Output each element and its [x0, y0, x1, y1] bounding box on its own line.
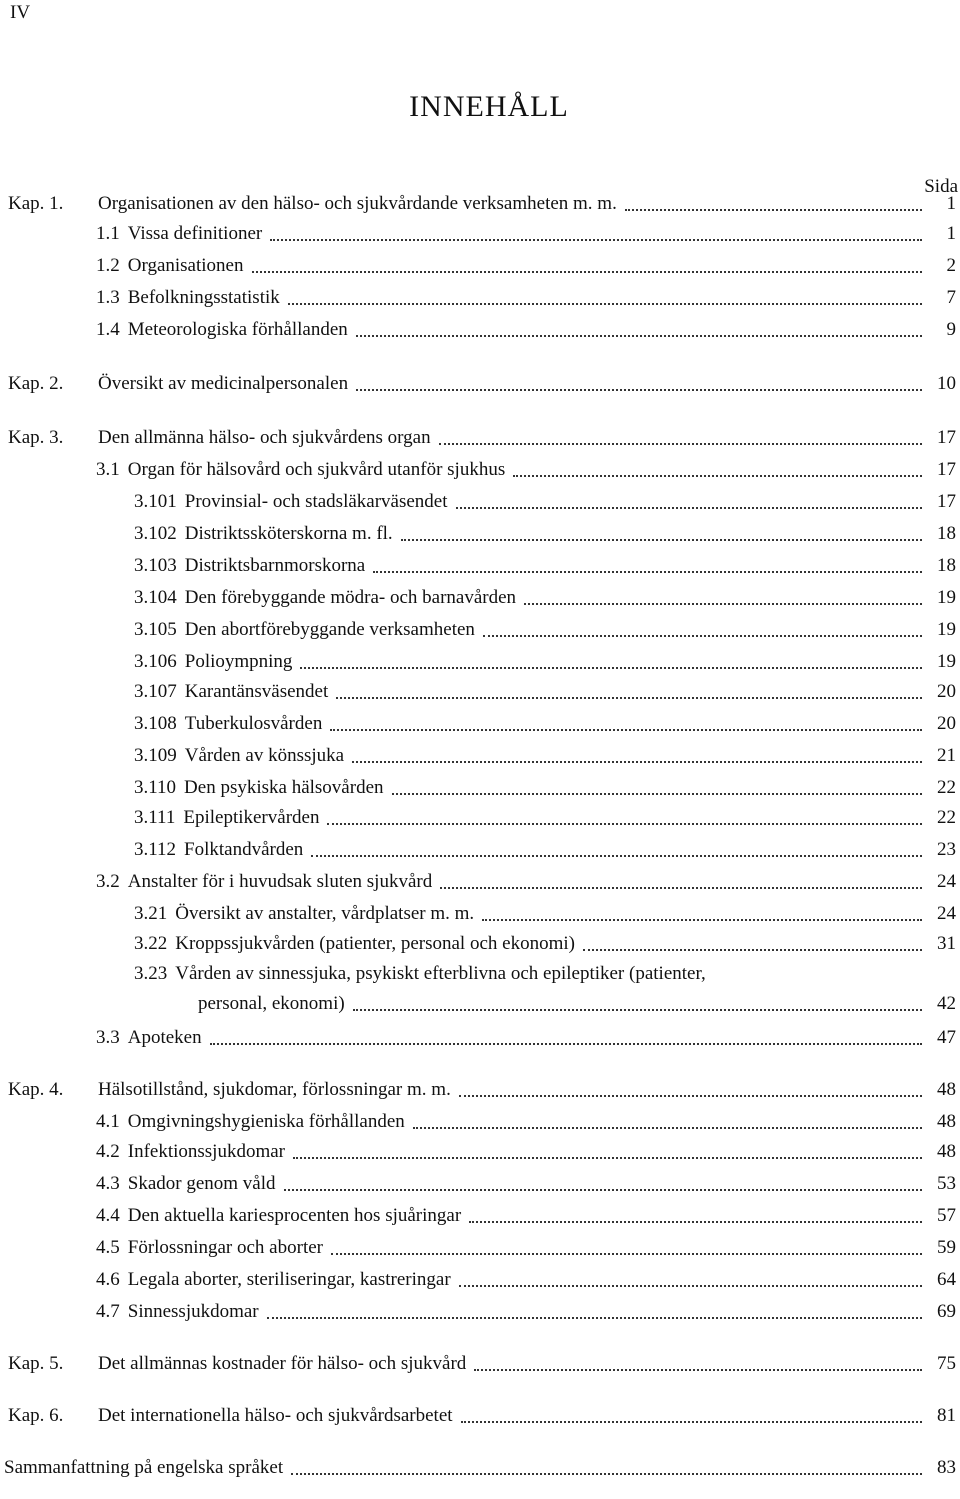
page-ref: 59: [937, 1237, 956, 1258]
leader-dots: [625, 209, 922, 211]
entry-title: Tuberkulosvården: [184, 713, 323, 734]
toc-entry: [134, 712, 956, 736]
section-number: 4.1: [96, 1111, 120, 1132]
page-ref: 81: [937, 1405, 956, 1426]
leader-dots: [583, 949, 922, 951]
toc-entry: [134, 932, 956, 956]
page-ref: 75: [937, 1353, 956, 1374]
section-number: 3.108: [134, 713, 177, 734]
page-ref: 57: [937, 1205, 956, 1226]
page-ref: 21: [937, 745, 956, 766]
section-number: 3.102: [134, 523, 177, 544]
leader-dots: [327, 823, 922, 825]
toc-entry: [198, 992, 956, 1016]
page-ref: 1: [946, 223, 956, 244]
entry-title: Hälsotillstånd, sjukdomar, förlossningar m. m.: [98, 1079, 451, 1100]
entry-title: Anstalter för i huvudsak sluten sjukvård: [127, 871, 433, 892]
section-number: 4.4: [96, 1205, 120, 1226]
entry-title: Distriktssköterskorna m. fl.: [184, 523, 393, 544]
entry-title: Det allmännas kostnader för hälso- och sjukvård: [98, 1353, 467, 1374]
toc-entry: [4, 1456, 956, 1480]
toc-entry: [134, 744, 956, 768]
section-number: 3.112: [134, 839, 177, 860]
section-number: 3.1: [96, 459, 120, 480]
entry-title: Organ för hälsovård och sjukvård utanför sjukhus: [127, 459, 506, 480]
toc-entry: [134, 554, 956, 578]
entry-title: Den abortförebyggande verksamheten: [184, 619, 475, 640]
chapter-label: Kap. 1.: [8, 193, 64, 214]
toc-entry: [134, 838, 956, 862]
entry-title: Befolkningsstatistik: [127, 287, 280, 308]
toc-entry: [96, 458, 956, 482]
toc-entry: [96, 1204, 956, 1228]
page-ref: 48: [937, 1141, 956, 1162]
toc-entry: [8, 192, 956, 216]
section-number: 4.3: [96, 1173, 120, 1194]
section-number: 1.2: [96, 255, 120, 276]
leader-dots: [356, 389, 922, 391]
entry-title: Den allmänna hälso- och sjukvårdens organ: [98, 427, 431, 448]
page-ref: 20: [937, 713, 956, 734]
chapter-label: Kap. 5.: [8, 1353, 64, 1374]
page-ref: 48: [937, 1111, 956, 1132]
leader-dots: [330, 729, 922, 731]
entry-title: personal, ekonomi): [198, 993, 345, 1014]
toc-entry: [96, 1140, 956, 1164]
leader-dots: [267, 1317, 922, 1319]
leader-dots: [459, 1095, 922, 1097]
page-ref: 23: [937, 839, 956, 860]
leader-dots: [353, 1009, 922, 1011]
leader-dots: [392, 793, 922, 795]
leader-dots: [331, 1253, 922, 1255]
leader-dots: [311, 855, 922, 857]
toc-entry: [134, 776, 956, 800]
chapter-label: Kap. 2.: [8, 373, 64, 394]
section-number: 4.7: [96, 1301, 120, 1322]
page-ref: 9: [946, 319, 956, 340]
entry-title: Förlossningar och aborter: [127, 1237, 323, 1258]
entry-title: Den förebyggande mödra- och barnavården: [184, 587, 517, 608]
leader-dots: [469, 1221, 922, 1223]
leader-dots: [252, 271, 923, 273]
entry-title: Organisationen av den hälso- och sjukvårdande verksamheten m. m.: [98, 193, 617, 214]
entry-title: Den aktuella kariesprocenten hos sjuåringar: [127, 1205, 462, 1226]
leader-dots: [440, 887, 922, 889]
entry-title: Översikt av medicinalpersonalen: [98, 373, 349, 394]
leader-dots: [336, 697, 922, 699]
page-ref: 7: [946, 287, 956, 308]
toc-entry: [96, 1026, 956, 1050]
toc-entry: [134, 618, 956, 642]
leader-dots: [456, 507, 922, 509]
entry-title: Legala aborter, steriliseringar, kastreringar: [127, 1269, 451, 1290]
page-ref: 22: [937, 807, 956, 828]
section-number: 4.5: [96, 1237, 120, 1258]
page-ref: 1: [946, 193, 956, 214]
toc-entry: [134, 522, 956, 546]
toc-entry: [96, 254, 956, 278]
entry-title: Vissa definitioner: [127, 223, 263, 244]
page-ref: 24: [937, 903, 956, 924]
leader-dots: [284, 1189, 922, 1191]
page-ref: 10: [937, 373, 956, 394]
entry-title: Översikt av anstalter, vårdplatser m. m.: [175, 903, 475, 924]
section-number: 3.23: [134, 963, 168, 984]
page-ref: 19: [937, 619, 956, 640]
leader-dots: [293, 1157, 922, 1159]
toc-entry: [96, 870, 956, 894]
page-ref: 19: [937, 651, 956, 672]
leader-dots: [524, 603, 922, 605]
leader-dots: [513, 475, 922, 477]
chapter-label: Kap. 3.: [8, 427, 64, 448]
page-ref: 18: [937, 523, 956, 544]
toc-entry: [134, 962, 956, 986]
entry-title: Sammanfattning på engelska språket: [4, 1457, 284, 1478]
entry-title: Distriktsbarnmorskorna: [184, 555, 366, 576]
leader-dots: [459, 1285, 922, 1287]
toc-entry: [134, 586, 956, 610]
toc-entry: [8, 1078, 956, 1102]
page-ref: 20: [937, 681, 956, 702]
section-number: 3.2: [96, 871, 120, 892]
toc-entry: [134, 680, 956, 704]
page-ref: 42: [937, 993, 956, 1014]
page-ref: 2: [946, 255, 956, 276]
leader-dots: [288, 303, 922, 305]
leader-dots: [210, 1043, 922, 1045]
page-ref: 64: [937, 1269, 956, 1290]
leader-dots: [474, 1369, 922, 1371]
leader-dots: [439, 443, 922, 445]
page-ref: 53: [937, 1173, 956, 1194]
entry-title: Sinnessjukdomar: [127, 1301, 259, 1322]
entry-title: Meteorologiska förhållanden: [127, 319, 348, 340]
section-number: 4.2: [96, 1141, 120, 1162]
leader-dots: [356, 335, 922, 337]
toc-entry: [96, 1268, 956, 1292]
entry-title: Karantänsväsendet: [184, 681, 329, 702]
toc-entry: [8, 426, 956, 450]
page-ref: 17: [937, 491, 956, 512]
section-number: 3.21: [134, 903, 168, 924]
toc-entry: [134, 806, 956, 830]
toc-entry: [134, 490, 956, 514]
page-ref: 19: [937, 587, 956, 608]
page-ref: 69: [937, 1301, 956, 1322]
page-ref: 47: [937, 1027, 956, 1048]
entry-title: Omgivningshygieniska förhållanden: [127, 1111, 405, 1132]
leader-dots: [483, 635, 922, 637]
leader-dots: [413, 1127, 922, 1129]
entry-title: Infektionssjukdomar: [127, 1141, 286, 1162]
entry-title: Folktandvården: [184, 839, 304, 860]
page-title: INNEHÅLL: [409, 90, 569, 123]
leader-dots: [352, 761, 922, 763]
leader-dots: [401, 539, 922, 541]
section-number: 1.1: [96, 223, 120, 244]
entry-title: Skador genom våld: [127, 1173, 276, 1194]
entry-title: Epileptikervården: [183, 807, 320, 828]
leader-dots: [270, 239, 922, 241]
section-number: 3.103: [134, 555, 177, 576]
entry-title: Vården av könssjuka: [184, 745, 345, 766]
section-number: 3.109: [134, 745, 177, 766]
chapter-label: Kap. 4.: [8, 1079, 64, 1100]
section-number: 1.3: [96, 287, 120, 308]
section-number: 3.105: [134, 619, 177, 640]
entry-title: Organisationen: [127, 255, 244, 276]
page-number: IV: [10, 2, 31, 23]
section-number: 1.4: [96, 319, 120, 340]
section-number: 3.106: [134, 651, 177, 672]
section-number: 3.110: [134, 777, 177, 798]
toc-entry: [96, 1236, 956, 1260]
leader-dots: [461, 1421, 922, 1423]
leader-dots: [291, 1473, 922, 1475]
section-number: 3.101: [134, 491, 177, 512]
leader-dots: [373, 571, 922, 573]
toc-entry: [96, 286, 956, 310]
entry-title: Det internationella hälso- och sjukvårdsarbetet: [98, 1405, 453, 1426]
toc-entry: [96, 1172, 956, 1196]
entry-title: Apoteken: [127, 1027, 202, 1048]
section-number: 3.111: [134, 807, 176, 828]
toc-entry: [134, 650, 956, 674]
section-number: 3.107: [134, 681, 177, 702]
section-number: 4.6: [96, 1269, 120, 1290]
toc-entry: [96, 1110, 956, 1134]
toc-entry: [134, 902, 956, 926]
page-ref: 31: [937, 933, 956, 954]
leader-dots: [482, 919, 922, 921]
page-ref: 22: [937, 777, 956, 798]
toc-entry: [96, 1300, 956, 1324]
toc-entry: [8, 1352, 956, 1376]
entry-title: Den psykiska hälsovården: [184, 777, 384, 798]
section-number: 3.22: [134, 933, 168, 954]
page-ref: 48: [937, 1079, 956, 1100]
page-ref: 83: [937, 1457, 956, 1478]
toc-entry: [8, 1404, 956, 1428]
toc-entry: [8, 372, 956, 396]
section-number: 3.3: [96, 1027, 120, 1048]
chapter-label: Kap. 6.: [8, 1405, 64, 1426]
entry-title: Polioympning: [184, 651, 293, 672]
toc-entry: [96, 222, 956, 246]
page-ref: 24: [937, 871, 956, 892]
leader-dots: [300, 667, 922, 669]
page-ref: 18: [937, 555, 956, 576]
toc-entry: [96, 318, 956, 342]
entry-title: Kroppssjukvården (patienter, personal och ekonomi): [175, 933, 575, 954]
entry-title: Vården av sinnessjuka, psykiskt efterblivna och epileptiker (patienter,: [175, 963, 706, 984]
section-number: 3.104: [134, 587, 177, 608]
entry-title: Provinsial- och stadsläkarväsendet: [184, 491, 448, 512]
page-column-header: Sida: [924, 176, 958, 197]
page-ref: 17: [937, 459, 956, 480]
page-ref: 17: [937, 427, 956, 448]
